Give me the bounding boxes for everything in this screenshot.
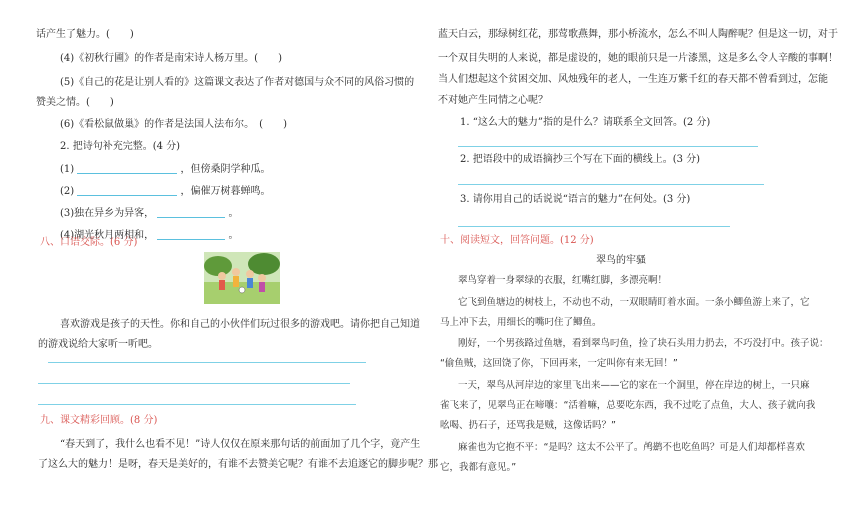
section-9-title: 九、课文精彩回顾。(8 分) xyxy=(40,415,158,426)
section-9-para-2: 了这么大的魅力！是呀，春天是美好的，有谁不去赞美它呢？有谁不去追逐它的脚步呢？那 xyxy=(38,459,438,470)
poem-line-1-num: (1) xyxy=(60,164,75,175)
poem-line-1 xyxy=(60,163,271,177)
judge-item-5: (5)《自己的花是让别人看的》这篇课文表达了作者对德国与众不同的风俗习惯的 xyxy=(60,77,415,88)
poem-line-4-end: 。 xyxy=(228,230,239,241)
story-line-4: 刚好，一个男孩路过鱼塘，看到翠鸟叼鱼，捡了块石头用力扔去，不巧没打中。孩子说： xyxy=(458,338,829,349)
passage-line-1: 蓝天白云，那绿树红花，那莺歌燕舞，那小桥流水，怎么不叫人陶醉呢？但是这一切，对于 xyxy=(438,29,838,40)
story-line-8: 吆喝、扔石子，还骂我是贼，这像话吗？” xyxy=(440,420,616,431)
answer-line-q3[interactable] xyxy=(458,226,730,227)
poem-line-3 xyxy=(60,207,239,221)
judge-item-4: (4)《初秋行圃》的作者是南宋诗人杨万里。( ) xyxy=(60,53,282,64)
poem-line-2-text: ，偏催万树暮蝉鸣。 xyxy=(180,186,271,197)
answer-line-2[interactable] xyxy=(38,383,350,384)
story-line-6: 一天，翠鸟从河岸边的家里飞出来——它的家在一个洞里，停在岸边的树上，一只麻 xyxy=(458,380,810,391)
question-2: 2. 把语段中的成语摘抄三个写在下面的横线上。(3 分) xyxy=(460,154,701,165)
children-playing-illustration xyxy=(204,252,280,304)
answer-line-1[interactable] xyxy=(48,362,366,363)
passage-line-3: 当人们想起这个贫困交加、风烛残年的老人，一生连万紫千红的春天都不曾看到过，怎能 xyxy=(438,74,828,85)
poem-line-3-end: 。 xyxy=(228,208,239,219)
poem-line-4-text: (4)湖光秋月两相和， xyxy=(60,230,155,241)
story-line-5: “偷鱼贼，这回饶了你，下回再来，一定叫你有来无回！” xyxy=(440,358,678,369)
poem-line-1-text: ，但傍桑阴学种瓜。 xyxy=(180,164,271,175)
story-line-2: 它飞到鱼塘边的树枝上，不动也不动，一双眼睛盯着水面。一条小鲫鱼游上来了，它 xyxy=(458,297,810,308)
judge-item-3-end: 话产生了魅力。( ) xyxy=(36,29,134,40)
story-line-3: 马上冲下去，用细长的嘴叼住了鲫鱼。 xyxy=(440,317,602,328)
answer-line-3[interactable] xyxy=(38,404,356,405)
question-3: 3. 请你用自己的话说说“语言的魅力”在何处。(3 分) xyxy=(460,194,691,205)
answer-line-q2[interactable] xyxy=(458,184,764,185)
question-poem-fill: 2. 把诗句补充完整。(4 分) xyxy=(60,141,181,152)
section-8-title: 八、口语交际。(6 分) xyxy=(40,237,138,248)
section-8-para-1: 喜欢游戏是孩子的天性。你和自己的小伙伴们玩过很多的游戏吧。请你把自己知道 xyxy=(60,319,420,330)
story-line-9: 麻雀也为它抱不平：“是吗？这太不公平了。鸬鹚不也吃鱼吗？可是人们却都样喜欢 xyxy=(458,442,805,453)
poem-blank-3[interactable] xyxy=(157,207,225,218)
answer-line-q1[interactable] xyxy=(458,146,758,147)
story-title: 翠鸟的牢骚 xyxy=(596,255,646,266)
passage-line-2: 一个双目失明的人来说，都是虚设的，她的眼前只是一片漆黑，这是多么令人辛酸的事啊！ xyxy=(438,53,838,64)
passage-line-4: 不对她产生同情之心呢？ xyxy=(438,95,548,106)
story-line-7: 雀飞来了，见翠鸟正在啼嚷：“活着嘛，总要吃东西，我不过吃了点鱼，大人、孩子就向我 xyxy=(440,400,816,411)
poem-blank-1[interactable] xyxy=(77,163,177,174)
story-line-10: 它，我都有意见。” xyxy=(440,462,517,473)
poem-line-2-num: (2) xyxy=(60,186,75,197)
question-1: 1. “这么大的魅力”指的是什么？请联系全文回答。(2 分) xyxy=(460,117,711,128)
poem-line-2 xyxy=(60,185,271,199)
section-8-para-2: 的游戏说给大家听一听吧。 xyxy=(38,339,158,350)
poem-blank-4[interactable] xyxy=(157,229,225,240)
judge-item-6: (6)《看松鼠做巢》的作者是法国人法布尔。 ( ) xyxy=(60,119,287,130)
judge-item-5-cont: 赞美之情。( ) xyxy=(36,97,114,108)
poem-line-3-text: (3)独在异乡为异客， xyxy=(60,208,155,219)
poem-blank-2[interactable] xyxy=(77,185,177,196)
story-line-1: 翠鸟穿着一身翠绿的衣服，红嘴红脚，多漂亮啊！ xyxy=(458,275,668,286)
section-9-para-1: “春天到了，我什么也看不见！”诗人仅仅在原来那句话的前面加了几个字，竟产生 xyxy=(60,439,421,450)
section-10-title: 十、阅读短文，回答问题。(12 分) xyxy=(440,235,594,246)
